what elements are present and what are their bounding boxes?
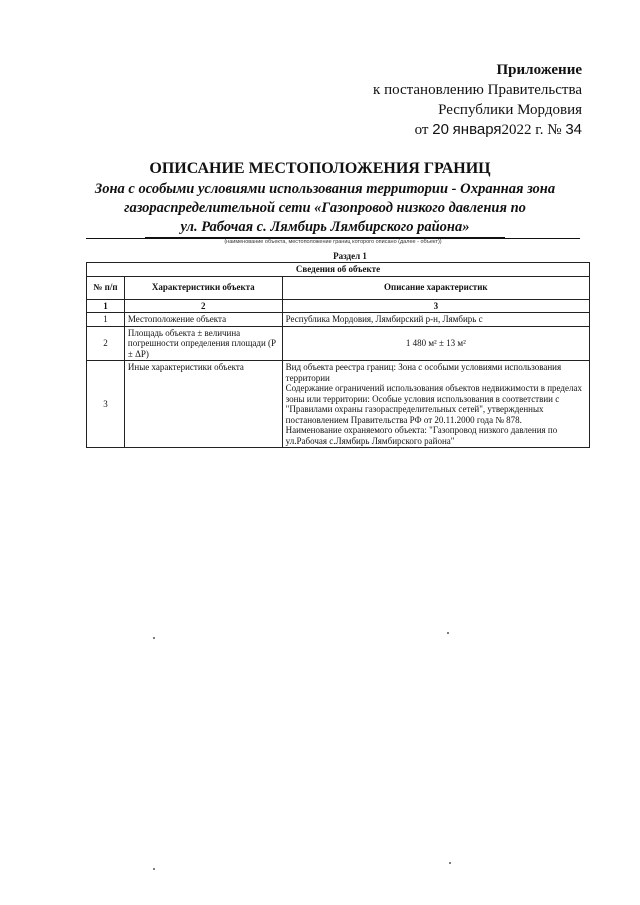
row-number: 2 [87,326,125,361]
row-description: Республика Мордовия, Лямбирский р-н, Лямбирь с [282,313,589,327]
appendix-line-1: к постановлению Правительства [373,82,582,98]
scan-speck [447,632,449,634]
object-info-table [86,262,590,448]
appendix-date [373,120,582,140]
row-number: 1 [87,313,125,327]
row-characteristic: Иные характеристики объекта [124,361,282,448]
table-caption-row [87,263,590,277]
appendix-line-2: Республики Мордовия [438,102,582,118]
table-header-row [87,276,590,299]
scan-speck [153,868,155,870]
description-line: Содержание ограничений использования объектов недвижимости в пределах зоны или территории: Особые условия использования в соответствии с "Правилами охраны газораспределительных сетей", утвержденных постановлением Правительства РФ от 20.11.2000 года № 878. [285,383,582,425]
subtitle-line-2: газораспределительной сети «Газопровод низкого давления по [124,200,526,216]
header-characteristic: Характеристики объекта [124,276,282,299]
table-column-numbers-row [87,299,590,313]
document-subtitle [80,180,570,238]
header-number: № п/п [87,276,125,299]
description-line: Вид объекта реестра границ: Зона с особыми условиями использования территории [285,362,562,383]
decree-number: 34 [565,121,582,138]
row-description [282,361,589,448]
section-heading: Раздел 1 [333,251,367,261]
row-characteristic: Площадь объекта ± величина погрешности определения площади (P ± ΔP) [124,326,282,361]
row-description: 1 480 м² ± 13 м² [282,326,589,361]
appendix-heading: Приложение [496,62,582,78]
table-caption: Сведения об объекте [87,263,590,277]
table-row [87,326,590,361]
row-number: 3 [87,361,125,448]
scan-speck [153,637,155,639]
document-title: ОПИСАНИЕ МЕСТОПОЛОЖЕНИЯ ГРАНИЦ [149,160,491,177]
table-row [87,361,590,448]
column-number-2: 2 [124,299,282,313]
date-month: января [452,121,502,138]
row-characteristic: Местоположение объекта [124,313,282,327]
column-number-1: 1 [87,299,125,313]
date-prefix: от [414,122,429,138]
date-day: 20 [432,121,449,138]
date-rest: 2022 г. № [501,122,562,138]
column-number-3: 3 [282,299,589,313]
header-description: Описание характеристик [282,276,589,299]
appendix-block [373,60,582,140]
subtitle-line-1: Зона с особыми условиями использования территории - Охранная зона [94,181,556,197]
subtitle-note: (наименование объекта, местоположение границ которого описано (далее - объект)) [224,239,442,245]
description-line: Наименование охраняемого объекта: "Газопровод низкого давления по ул.Рабочая с.Лямбирь Лямбирского района" [285,425,558,446]
subtitle-line-3: ул. Рабочая с. Лямбирь Лямбирского района» [145,218,506,238]
scan-speck [449,862,451,864]
table-row [87,313,590,327]
